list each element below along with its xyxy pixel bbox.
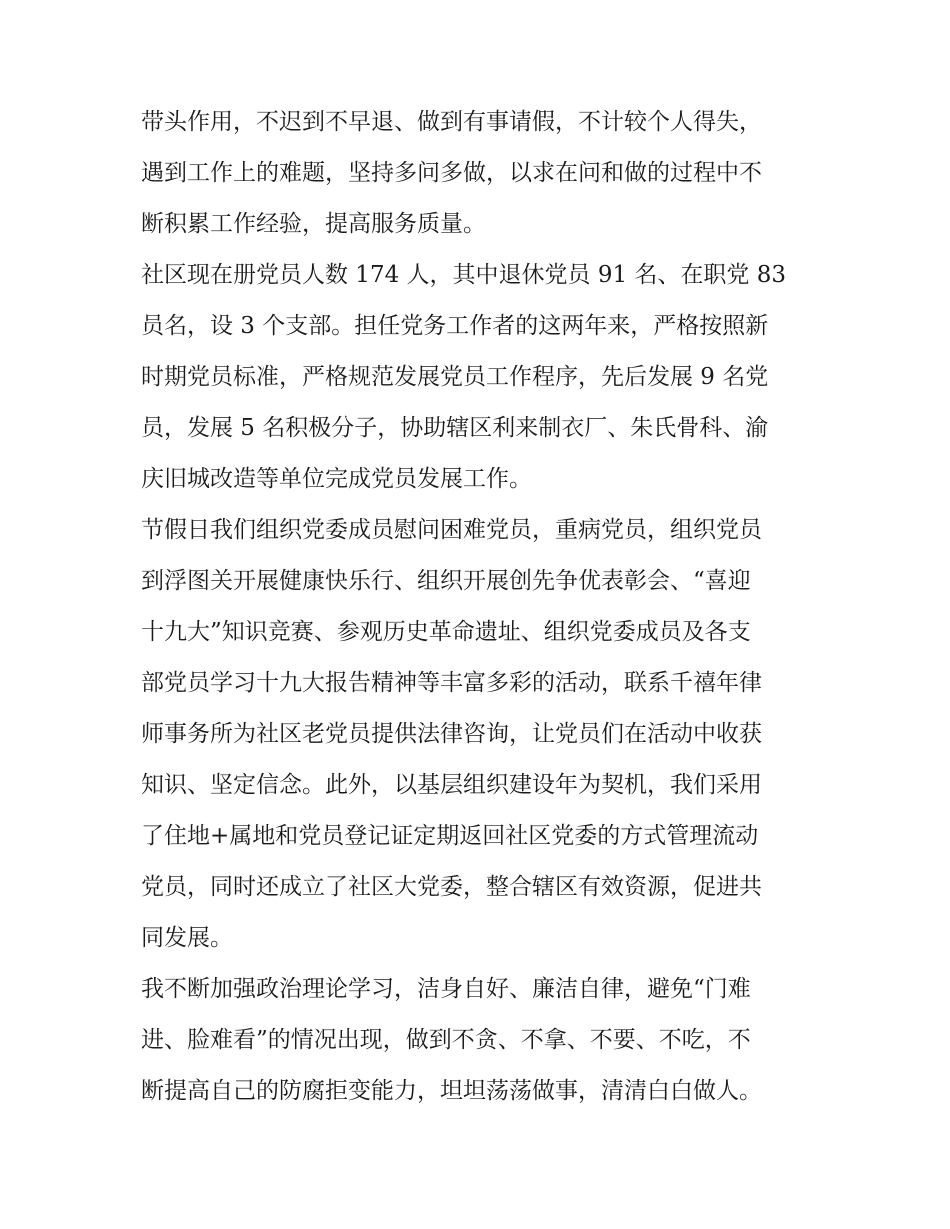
text-line: 庆旧城改造等单位完成党员发展工作。 — [141, 466, 532, 492]
text-line: 我不断加强政治理论学习，洁身自好、廉洁自律，避免“门难 — [141, 976, 751, 1002]
text-line: 同发展。 — [141, 925, 233, 951]
text-line: 节假日我们组织党委成员慰问困难党员，重病党员，组织党员 — [141, 517, 762, 543]
text-line: 进、脸难看”的情况出现，做到不贪、不拿、不要、不吃，不 — [141, 1027, 751, 1053]
text-line: 党员，同时还成立了社区大党委，整合辖区有效资源，促进共 — [141, 874, 762, 900]
text-line: 到浮图关开展健康快乐行、组织开展创先争优表彰会、“喜迎 — [141, 568, 751, 594]
text-line: 遇到工作上的难题，坚持多问多做，以求在问和做的过程中不 — [141, 160, 762, 186]
text-line: 了住地+属地和党员登记证定期返回社区党委的方式管理流动 — [141, 823, 759, 849]
text-line: 员名，设 3 个支部。担任党务工作者的这两年来，严格按照新 — [141, 313, 769, 339]
text-line: 员，发展 5 名积极分子，协助辖区利来制衣厂、朱氏骨科、渝 — [141, 415, 769, 441]
text-line: 断积累工作经验，提高服务质量。 — [141, 211, 486, 237]
text-line: 断提高自己的防腐拒变能力，坦坦荡荡做事，清清白白做人。 — [141, 1078, 762, 1104]
text-line: 部党员学习十九大报告精神等丰富多彩的活动，联系千禧年律 — [141, 670, 762, 696]
text-line: 社区现在册党员人数 174 人，其中退休党员 91 名、在职党 83 — [141, 262, 786, 288]
text-line: 知识、坚定信念。此外，以基层组织建设年为契机，我们采用 — [141, 772, 762, 798]
text-line: 师事务所为社区老党员提供法律咨询，让党员们在活动中收获 — [141, 721, 762, 747]
text-line: 十九大”知识竞赛、参观历史革命遗址、组织党委成员及各支 — [141, 619, 751, 645]
text-line: 时期党员标准，严格规范发展党员工作程序，先后发展 9 名党 — [141, 364, 769, 390]
text-line: 带头作用，不迟到不早退、做到有事请假，不计较个人得失， — [141, 109, 762, 135]
